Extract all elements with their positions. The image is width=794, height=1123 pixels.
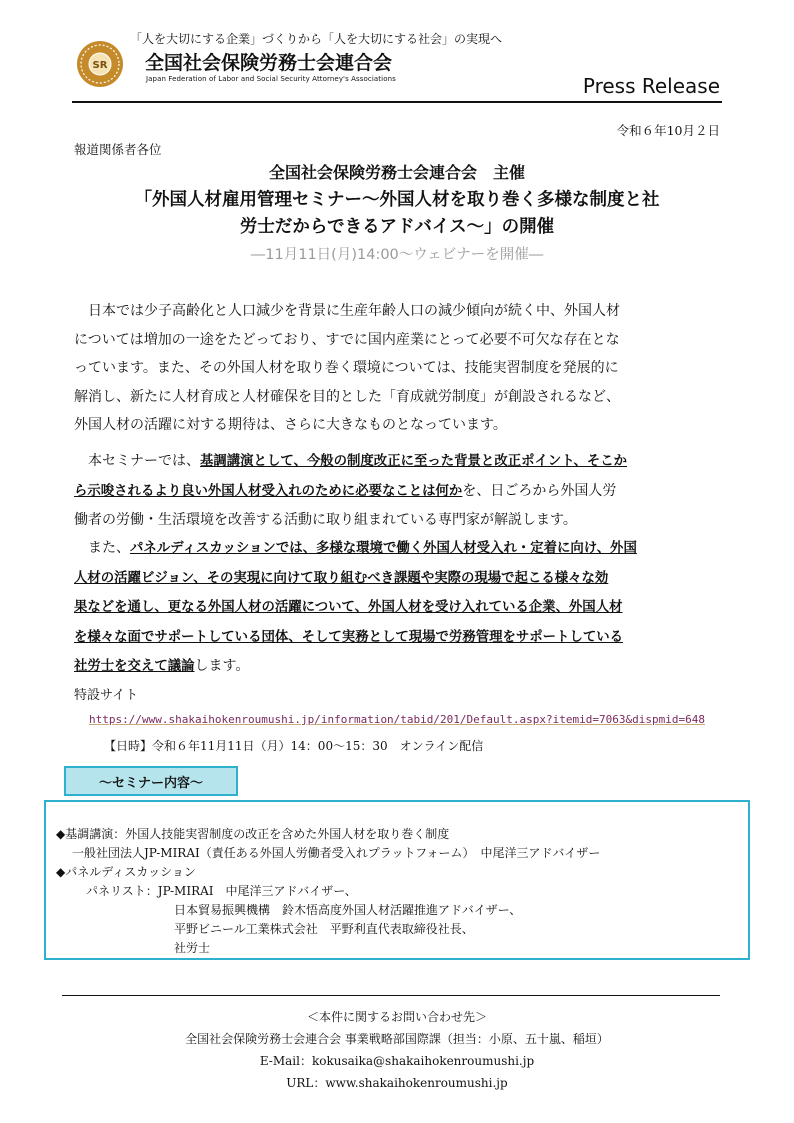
- emphasis-text: 基調講演として、今般の制度改正に至った背景と改正ポイント、そこか: [200, 454, 628, 469]
- paragraph-line: 日本では少子高齢化と人口減少を背景に生産年齢人口の減少傾向が続く中、外国人材: [88, 303, 620, 319]
- emphasis-text: ら示唆されるより良い外国人材受入れのために必要なことは何か: [74, 483, 463, 499]
- paragraph-panel: [74, 534, 724, 682]
- paragraph-line: [74, 593, 724, 623]
- contact-heading: ＜本件に関するお問い合わせ先＞: [306, 1010, 487, 1024]
- paragraph-line: 外国人材の活躍に対する期待は、さらに大きなものとなっています。: [74, 417, 507, 433]
- event-schedule: 【日時】令和６年11月11日（月）14：00～15：30 オンライン配信: [104, 739, 484, 753]
- contact-department: 全国社会保険労務士会連合会 事業戦略部国際課（担当：小原、五十嵐、稲垣）: [185, 1032, 609, 1046]
- header-rule: [72, 101, 722, 103]
- panelist: 社労士: [174, 941, 211, 955]
- press-release-label: Press Release: [582, 74, 720, 98]
- paragraph-line: 社労士を交えて議論します。: [74, 658, 250, 674]
- logo-mark: SR: [92, 60, 108, 71]
- paragraph-line: 本セミナーでは、基調講演として、今般の制度改正に至った背景と改正ポイント、そこか: [88, 453, 628, 469]
- keynote-speaker: 一般社団法人JP-MIRAI（責任ある外国人労働者受入れプラットフォーム） 中尾洋三アドバイザー: [72, 846, 601, 860]
- special-site-link[interactable]: https://www.shakaihokenroumushi.jp/information/tabid/201/Default.aspx?itemid=7063&dispmid=648: [89, 713, 705, 726]
- paragraph-line: 働者の労働・生活環境を改善する活動に取り組まれている専門家が解説します。: [74, 512, 577, 528]
- paragraph-line: [74, 564, 724, 594]
- title-line-2: 労士だからできるアドバイス～」の開催: [239, 217, 555, 237]
- panel-item: ◆パネルディスカッション: [56, 865, 196, 879]
- seminar-content-tab: ～セミナー内容～: [64, 766, 238, 796]
- panelist: 平野ビニール工業株式会社 平野利直代表取締役社長、: [174, 922, 474, 936]
- paragraph-line: については増加の一途をたどっており、すでに国内産業にとって必要不可欠な存在とな: [74, 331, 620, 348]
- emphasis-text: 社労士を交えて議論: [74, 659, 195, 674]
- paragraph-keynote: [74, 447, 724, 535]
- seminar-content-box: [44, 800, 750, 960]
- footer-rule: [62, 995, 720, 996]
- contact-url[interactable]: URL：www.shakaihokenroumushi.jp: [286, 1076, 508, 1090]
- federation-logo: [76, 40, 124, 88]
- subtitle: ―11月11日(月)14:00～ウェビナーを開催―: [250, 247, 544, 263]
- org-name-en: Japan Federation of Labor and Social Security Attorney's Associations: [146, 75, 396, 83]
- title-organizer: 全国社会保険労務士会連合会 主催: [268, 163, 525, 182]
- release-date: 令和６年10月２日: [616, 123, 720, 138]
- panelist: 日本貿易振興機構 鈴木悟高度外国人材活躍推進アドバイザー、: [174, 903, 522, 917]
- paragraph-line: っています。また、その外国人材を取り巻く環境については、技能実習制度を発展的に: [74, 360, 619, 376]
- emphasis-text: パネルディスカッションでは、多様な環境で働く外国人材受入れ・定着に向け、外国: [130, 541, 637, 556]
- contact-email[interactable]: E-Mail：kokusaika@shakaihokenroumushi.jp: [259, 1054, 535, 1068]
- emphasis-text: を様々な面でサポートしている団体、そして実務として現場で労務管理をサポートしている: [74, 629, 624, 645]
- title-line-1: 「外国人材雇用管理セミナー～外国人材を取り巻く多様な制度と社: [134, 190, 660, 210]
- paragraph-line: 解消し、新たに人材育成と人材確保を目的とした「育成就労制度」が創設されるなど、: [74, 388, 620, 405]
- org-name: 全国社会保険労務士会連合会: [145, 52, 393, 74]
- paragraph-line: [74, 623, 724, 653]
- panelist: パネリスト：JP-MIRAI 中尾洋三アドバイザー、: [86, 884, 357, 898]
- keynote-item: ◆基調講演：外国人技能実習制度の改正を含めた外国人材を取り巻く制度: [56, 827, 450, 841]
- addressee: 報道関係者各位: [74, 142, 162, 157]
- paragraph-line: ら示唆されるより良い外国人材受入れのために必要なことは何かを、日ごろから外国人労: [74, 482, 617, 499]
- special-site-label: 特設サイト: [74, 688, 139, 703]
- emphasis-text: 果などを通し、更なる外国人材の活躍について、外国人材を受け入れている企業、外国人材: [74, 600, 623, 615]
- emphasis-text: 人材の活躍ビジョン、その実現に向けて取り組むべき課題や実際の現場で起こる様々な効: [74, 570, 609, 586]
- paragraph-background: [74, 297, 724, 440]
- paragraph-line: また、パネルディスカッションでは、多様な環境で働く外国人材受入れ・定着に向け、外国: [88, 540, 637, 556]
- slogan: 「人を大切にする企業」づくりから「人を大切にする社会」の実現へ: [130, 32, 503, 46]
